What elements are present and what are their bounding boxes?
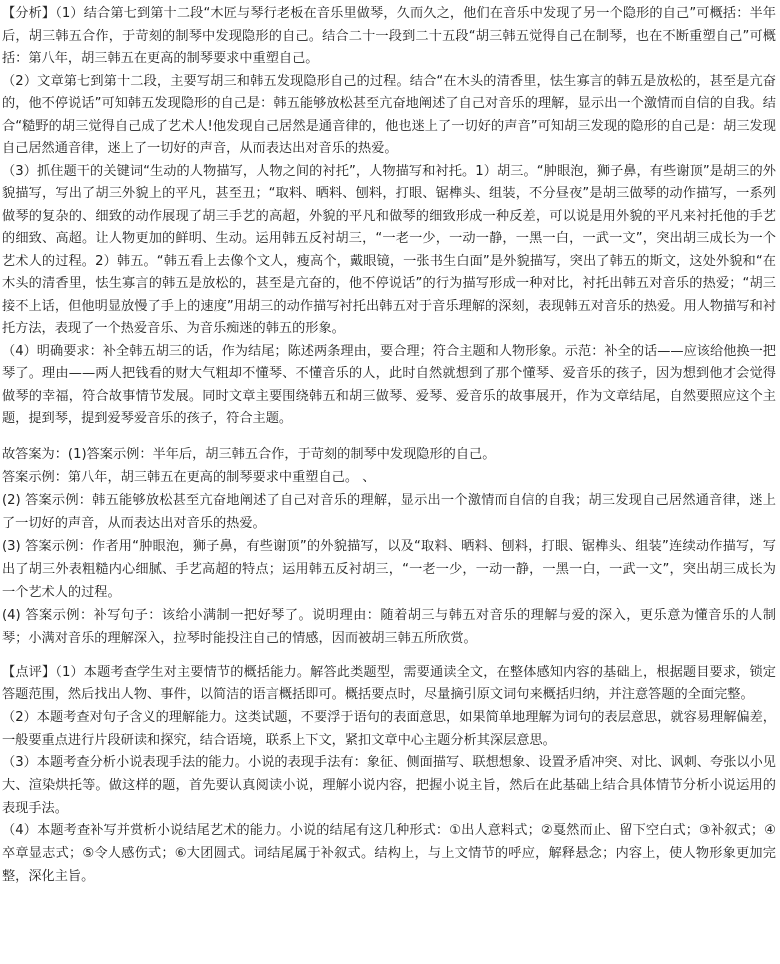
analysis-paragraph-2: （2）文章第七到第十二段，主要写胡三和韩五发现隐形自己的过程。结合“在木头的清香里，怯生寡言的韩五是放松的，甚至是亢奋的，他不停说话”可知韩五发现隐形的自己是：韩五能够放松甚至亢奋地阐述了自己对音乐的理解，显示出一个激情而自信的自我。结合“糙野的胡三觉得自己成了艺术人!他发现自己居然是通音律的，他也迷上了一切好的声音”可知胡三发现的隐形的自己是：胡三发现自己居然通音律，迷上了一切好的声音，从而表达出对音乐的热爱。 bbox=[2, 73, 776, 156]
analysis-paragraph-4: （4）明确要求：补全韩五胡三的话，作为结尾；陈述两条理由，要合理；符合主题和人物形象。示范：补全的话——应该给他换一把琴了。理由——两人把钱看的财大气粗却不懂琴、不懂音乐的人，此时自然就想到了那个懂琴、爱音乐的孩子，因为想到他才会觉得做琴的幸福，符合故事情节发展。同时文章主要围绕韩五和胡三做琴、爱琴、爱音乐的故事展开，作为文章结尾，自然要照应这个主题，提到琴，提到爱琴爱音乐的孩子，符合主题。 bbox=[2, 343, 776, 426]
answer-line-5: (4) 答案示例：补写句子：该给小满制一把好琴了。说明理由：随着胡三与韩五对音乐的理解与爱的深入，更乐意为懂音乐的人制琴；小满对音乐的理解深入，拉琴时能投注自己的情感，因而被胡三韩五所欣赏。 bbox=[2, 607, 776, 646]
comment-paragraph-1: 【点评】（1）本题考查学生对主要情节的概括能力。解答此类题型，需要通读全文，在整体感知内容的基础上，根据题目要求，锁定答题范围，然后找出人物、事件，以简洁的语言概括即可。概括要点时，尽量摘引原文词句来概括归纳，并注意答题的全面完整。 bbox=[2, 664, 776, 703]
comment-section bbox=[2, 662, 776, 889]
answer-line-4: (3) 答案示例：作者用“肿眼泡，狮子鼻，有些谢顶”的外貌描写，以及“取料、晒料、刨料，打眼、锯榫头、组装”连续动作描写，写出了胡三外表粗糙内心细腻、手艺高超的特点；运用韩五反衬胡三，“一老一少，一动一静，一黑一白，一武一文”，突出胡三成长为一个艺术人的过程。 bbox=[2, 538, 776, 600]
answer-line-1: 故答案为：(1)答案示例：半年后，胡三韩五合作，于苛刻的制琴中发现隐形的自己。 bbox=[2, 446, 496, 462]
answer-line-2: 答案示例：第八年，胡三韩五在更高的制琴要求中重塑自己。 、 bbox=[2, 469, 376, 485]
comment-paragraph-2: （2）本题考查对句子含义的理解能力。这类试题，不要浮于语句的表面意思，如果简单地理解为词句的表层意思，就容易理解偏差，一般要重点进行片段研读和探究，结合语境，联系上下文，紧扣文章中心主题分析其深层意思。 bbox=[2, 709, 776, 748]
analysis-paragraph-3: （3）抓住题干的关键词“生动的人物描写，人物之间的衬托”，人物描写和衬托。1）胡三。“肿眼泡，狮子鼻，有些谢顶”是胡三的外貌描写，写出了胡三外貌上的平凡，甚至丑；“取料、晒料、刨料，打眼、锯榫头、组装，不分昼夜”是胡三做琴的动作描写，一系列做琴的复杂的、细致的动作展现了胡三手艺的高超，外貌的平凡和做琴的细致形成一种反差，可以说是用外貌的平凡来衬托他的手艺的细致、高超。让人物更加的鲜明、生动。运用韩五反衬胡三，“一老一少，一动一静，一黑一白，一武一文”，突出胡三成长为一个艺术人的过程。2）韩五。“韩五看上去像个文人，瘦高个，戴眼镜，一张书生白面”是外貌描写，突出了韩五的斯文，这处外貌和“在木头的清香里，怯生寡言的韩五是放松的，甚至是亢奋的，他不停说话”的行为描写形成一种对比，衬托出韩五对音乐的热爱；“胡三接不上话，但他明显放慢了手上的速度”用胡三的动作描写衬托出韩五对于音乐理解的深刻，表现韩五对音乐的热爱。用人物描写和衬托方法，表现了一个热爱音乐、为音乐痴迷的韩五的形象。 bbox=[2, 163, 776, 336]
comment-paragraph-4: （4）本题考查补写并赏析小说结尾艺术的能力。小说的结尾有这几种形式：①出人意料式；②戛然而止、留下空白式；③补叙式；④卒章显志式；⑤令人感伤式；⑥大团圆式。词结尾属于补叙式。结构上，与上文情节的呼应，解释悬念；内容上，使人物形象更加完整，深化主旨。 bbox=[2, 823, 776, 884]
answers-section bbox=[2, 443, 776, 650]
analysis-paragraph-1: 【分析】（1）结合第七到第十二段“木匠与琴行老板在音乐里做琴，久而久之，他们在音乐中发现了另一个隐形的自己”可概括：半年后，胡三韩五合作，于苛刻的制琴中发现隐形的自己。结合二十一段到二十五段“胡三韩五觉得自己在制琴，也在不断重塑自己”可概括：第八年，胡三韩五在更高的制琴要求中重塑自己。 bbox=[2, 6, 776, 66]
analysis-section bbox=[2, 3, 776, 431]
answer-line-3: (2) 答案示例：韩五能够放松甚至亢奋地阐述了自己对音乐的理解，显示出一个激情而自信的自我；胡三发现自己居然通音律，迷上了一切好的声音，从而表达出对音乐的热爱。 bbox=[2, 492, 776, 531]
comment-paragraph-3: （3）本题考查分析小说表现手法的能力。小说的表现手法有：象征、侧面描写、联想想象、设置矛盾冲突、对比、讽刺、夸张以小见大、渲染烘托等。做这样的题，首先要认真阅读小说，理解小说内容，把握小说主旨，然后在此基础上结合具体情节分析小说运用的表现手法。 bbox=[2, 755, 776, 816]
